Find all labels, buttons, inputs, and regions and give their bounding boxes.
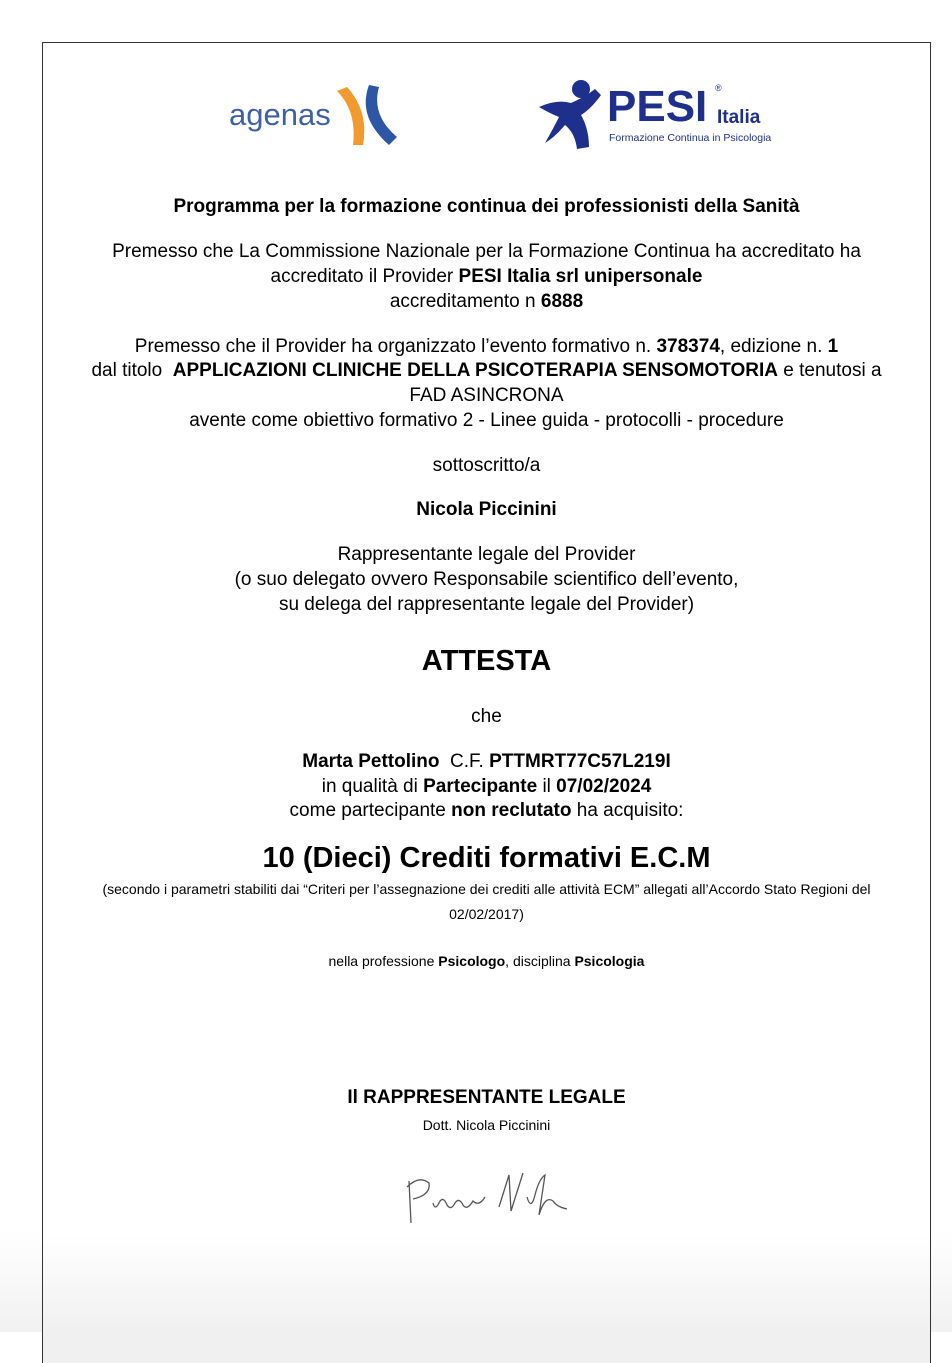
event-title: APPLICAZIONI CLINICHE DELLA PSICOTERAPIA SENSOMOTORIA: [172, 360, 778, 381]
program-title: Programma per la formazione continua dei professionisti della Sanità: [173, 196, 800, 217]
text: , disciplina: [505, 953, 575, 969]
participant-date: 07/02/2024: [556, 776, 652, 797]
text: nella professione: [328, 953, 439, 969]
text: Premesso che il Provider ha organizzato l’evento formativo n.: [134, 336, 657, 357]
svg-text:Formazione Continua in Psicolo: Formazione Continua in Psicologia: [609, 132, 772, 144]
participant-cf: PTTMRT77C57L219I: [489, 751, 671, 772]
discipline: Psicologia: [574, 953, 645, 969]
pesi-italia-logo: [537, 77, 807, 158]
svg-text:®: ®: [715, 83, 722, 93]
text: ha acquisito:: [571, 800, 684, 821]
agenas-logo: [229, 81, 399, 152]
svg-text:Italia: Italia: [717, 107, 761, 128]
legal-rep-heading: Il RAPPRESENTANTE LEGALE: [347, 1087, 626, 1108]
svg-text:PESI: PESI: [607, 82, 708, 131]
text: il: [537, 776, 557, 797]
text: accreditato il Provider: [270, 266, 459, 287]
event-objective: avente come obiettivo formativo 2 - Linee guida - protocolli - procedure: [189, 410, 784, 431]
signer-name: Nicola Piccinini: [416, 499, 557, 520]
text: in qualità di: [321, 776, 424, 797]
legal-rep-name: Dott. Nicola Piccinini: [422, 1117, 551, 1133]
participant-quality: Partecipante: [423, 776, 538, 797]
participant-line: [43, 750, 930, 774]
text: come partecipante: [289, 800, 452, 821]
quality-line: [43, 775, 930, 799]
svg-text:agenas: agenas: [229, 97, 331, 132]
premise1-line3: [43, 290, 930, 314]
text: accreditamento n: [389, 291, 541, 312]
signature: [399, 1167, 579, 1232]
premise1-line1: Premesso che La Commissione Nazionale per la Formazione Continua ha accreditato ha: [112, 241, 861, 262]
profession: Psicologo: [438, 953, 506, 969]
role-line2: (o suo delegato ovvero Responsabile scientifico dell’evento,: [234, 569, 739, 590]
role-line3: su delega del rappresentante legale del Provider): [278, 594, 695, 615]
text: dal titolo: [91, 360, 173, 381]
criteria-line2: 02/02/2017): [449, 906, 524, 922]
accreditation-number: 6888: [540, 291, 584, 312]
participant-name: Marta Pettolino: [302, 751, 440, 772]
premise1-line2: [43, 265, 930, 289]
text: C.F.: [439, 751, 490, 772]
role-line1: Rappresentante legale del Provider: [337, 544, 636, 565]
text: , edizione n.: [719, 336, 828, 357]
signed-by-label: sottoscritto/a: [432, 455, 541, 476]
provider-name: PESI Italia srl unipersonale: [458, 266, 703, 287]
edition-number: 1: [827, 336, 839, 357]
recruit-line: [43, 799, 930, 823]
che-text: che: [471, 706, 502, 727]
criteria-line1: (secondo i parametri stabiliti dai “Criteri per l’assegnazione dei crediti alle attività ECM” allegati all’Accordo Stato Regioni del: [102, 881, 871, 897]
recruit-status: non reclutato: [451, 800, 572, 821]
credits-heading: 10 (Dieci) Crediti formativi E.C.M: [262, 842, 711, 874]
text: e tenutosi a: [778, 360, 882, 381]
profession-line: [43, 952, 930, 970]
premise2-line2: [43, 359, 930, 383]
event-location: FAD ASINCRONA: [409, 385, 564, 406]
event-number: 378374: [656, 336, 720, 357]
certificate-page: [42, 42, 931, 1363]
premise2-line1: [43, 335, 930, 359]
attesta-heading: ATTESTA: [421, 645, 552, 677]
